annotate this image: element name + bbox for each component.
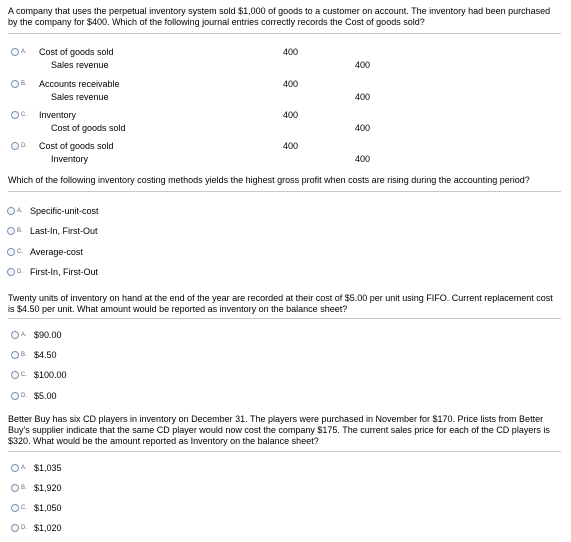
question-2-option-a[interactable] (7, 205, 99, 217)
question-3-option-a[interactable] (11, 329, 62, 341)
radio-button[interactable] (7, 227, 15, 235)
radio-button[interactable] (11, 504, 19, 512)
question-3-option-d[interactable] (11, 390, 57, 402)
option-label: $100.00 (34, 370, 67, 380)
question-4-option-a[interactable] (11, 462, 62, 474)
option-letter: A. (21, 49, 27, 55)
option-label: First-In, First-Out (30, 267, 98, 277)
radio-button[interactable] (11, 331, 19, 339)
option-label: $1,920 (34, 483, 62, 493)
radio-button[interactable] (11, 392, 19, 400)
option-label: $5.00 (34, 391, 57, 401)
option-letter: C. (21, 112, 27, 118)
divider (8, 318, 561, 319)
option-label: Average-cost (30, 247, 83, 257)
question-3-option-c[interactable] (11, 369, 67, 381)
divider (8, 451, 561, 452)
option-label: Last-In, First-Out (30, 226, 98, 236)
question-2-option-b[interactable] (7, 225, 98, 237)
option-letter: C. (17, 249, 23, 255)
radio-button[interactable] (7, 248, 15, 256)
option-label: Specific-unit-cost (30, 206, 99, 216)
option-letter: D. (21, 525, 27, 531)
radio-button[interactable] (11, 142, 19, 150)
option-letter: C. (21, 505, 27, 511)
question-4-text: Better Buy has six CD players in inventory on December 31. The players were purchased in November for $170. Price lists from Better Buy's supplier indicate that the same CD player would now cost the company $175. The current sales price for each of the CD players is $320. What would be the amount reported as Inventory on the balance sheet? (8, 414, 550, 446)
radio-button[interactable] (11, 524, 19, 532)
credit-account: Sales revenue (51, 60, 109, 70)
option-letter: B. (21, 485, 27, 491)
credit-account: Cost of goods sold (51, 123, 126, 133)
option-letter: D. (17, 269, 23, 275)
question-2-option-c[interactable] (7, 246, 83, 258)
credit-amount: 400 (355, 154, 371, 164)
debit-amount: 400 (283, 79, 299, 89)
radio-button[interactable] (11, 48, 19, 56)
radio-button[interactable] (7, 207, 15, 215)
debit-account: Inventory (39, 110, 77, 120)
question-3-option-b[interactable] (11, 349, 57, 361)
debit-account: Cost of goods sold (39, 141, 114, 151)
debit-account: Accounts receivable (39, 79, 120, 89)
question-2-option-d[interactable] (7, 266, 98, 278)
radio-button[interactable] (11, 484, 19, 492)
option-letter: A. (17, 208, 23, 214)
credit-amount: 400 (355, 92, 371, 102)
divider (8, 33, 561, 34)
option-letter: B. (21, 352, 27, 358)
debit-amount: 400 (283, 110, 299, 120)
question-2-text: Which of the following inventory costing methods yields the highest gross profit when costs are rising during the accounting period? (8, 175, 530, 185)
radio-button[interactable] (11, 80, 19, 88)
debit-amount: 400 (283, 141, 299, 151)
option-letter: C. (21, 372, 27, 378)
option-label: $1,020 (34, 523, 62, 533)
radio-button[interactable] (11, 371, 19, 379)
option-letter: B. (17, 228, 23, 234)
credit-account: Inventory (51, 154, 89, 164)
credit-account: Sales revenue (51, 92, 109, 102)
question-1-text: A company that uses the perpetual inventory system sold $1,000 of goods to a customer on account. The inventory had been purchased by the company for $400. Which of the following journal entries correctly records the Cost of goods sold? (8, 6, 551, 27)
radio-button[interactable] (11, 111, 19, 119)
question-4-option-c[interactable] (11, 502, 62, 514)
radio-button[interactable] (11, 351, 19, 359)
option-label: $4.50 (34, 350, 57, 360)
credit-amount: 400 (355, 123, 371, 133)
option-letter: A. (21, 332, 27, 338)
option-letter: D. (21, 393, 27, 399)
question-4-option-b[interactable] (11, 482, 62, 494)
option-letter: A. (21, 465, 27, 471)
option-label: $1,050 (34, 503, 62, 513)
option-letter: D. (21, 143, 27, 149)
option-label: $90.00 (34, 330, 62, 340)
divider (8, 191, 561, 192)
question-4-option-d[interactable] (11, 522, 62, 534)
question-3-text: Twenty units of inventory on hand at the end of the year are recorded at their cost of $5.00 per unit using FIFO. Current replacement cost is $4.50 per unit. What amount would be reported as inventory on the balance sheet? (8, 293, 553, 314)
option-label: $1,035 (34, 463, 62, 473)
radio-button[interactable] (7, 268, 15, 276)
debit-account: Cost of goods sold (39, 47, 114, 57)
radio-button[interactable] (11, 464, 19, 472)
option-letter: B. (21, 81, 27, 87)
debit-amount: 400 (283, 47, 299, 57)
credit-amount: 400 (355, 60, 371, 70)
